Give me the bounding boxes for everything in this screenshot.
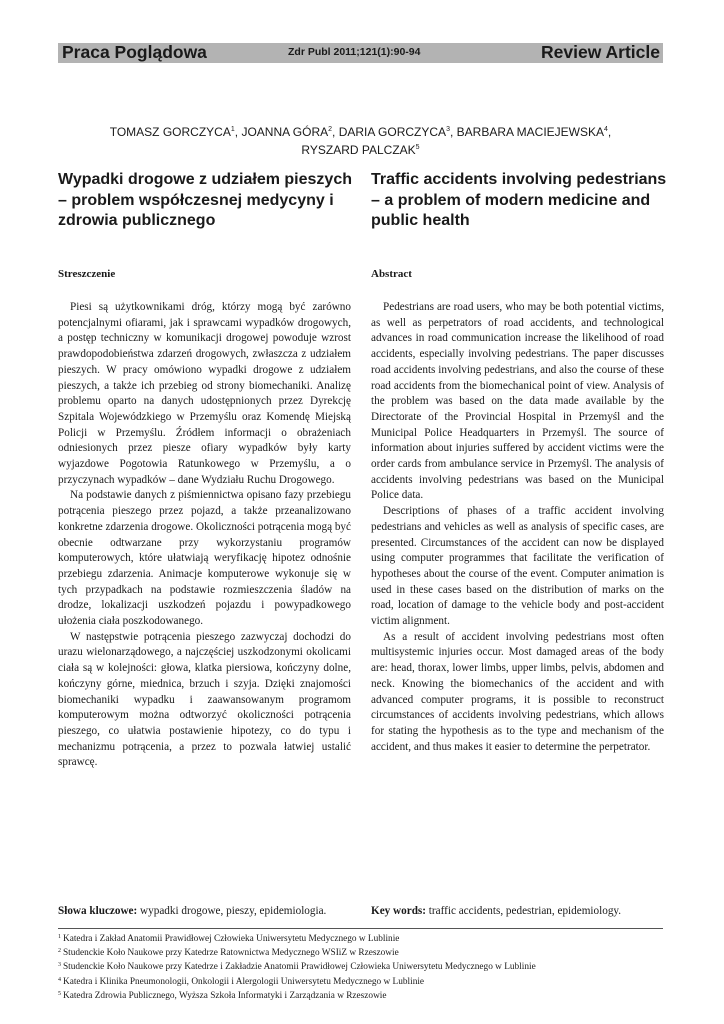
footnote: $^3$ Studenckie Koło Naukowe przy Katedrze i Zakładzie Anatomii Prawidłowej Człowieka Uniwersytetu Medycznego w Lublinie xyxy=(58,962,536,973)
paragraph: Na podstawie danych z piśmiennictwa opisano fazy przebiegu potrącenia pieszego przez pojazd, a także przeanalizowano konkretne zdarzenia drogowe. Okoliczności potrącenia mogą być obecnie odtwarzane przy wykorzystaniu programów komputerowych, które ułatwiają weryfikację hipotez odnośnie przebiegu zdarzenia. Animacje komputerowe wykonuje się w tych przypadkach na podstawie rozmieszczenia śladów na drodze, lokalizacji uszkodzeń pojazdu i powypadkowego ułożenia ciała poszkodowanego. xyxy=(58,489,351,628)
abstract-heading: Abstract xyxy=(371,268,412,280)
paragraph: W następstwie potrącenia pieszego zazwyczaj dochodzi do urazu wielonarządowego, a najczęściej uszkodzonymi okolicami ciała są w kolejności: głowa, klatka piersiowa, kończyny dolne, kończyny górne, miednica, brzuch i szyja. Dzięki znajomości biomechaniki wypadku i zaawansowanym programom komputerowym można odtworzyć okoliczności potrącenia pieszego, co ułatwia postawienie hipotezy, co do typu i mechanizmu potrącenia, a przez to pozwala łatwiej ustalić sprawcę. xyxy=(58,630,351,769)
author: RYSZARD PALCZAK$^5$ xyxy=(301,143,420,157)
article-type-en: Review Article xyxy=(541,42,660,62)
footnote: $^2$ Studenckie Koło Naukowe przy Katedrze Ratownictwa Medycznego WSIiZ w Rzeszowie xyxy=(58,948,399,959)
keywords-label: Słowa kluczowe: xyxy=(58,905,138,917)
author: DARIA GORCZYCA$^3$, xyxy=(338,125,457,139)
keywords-label: Key words: xyxy=(371,905,426,917)
title-english: Traffic accidents involving pedestrians – a problem of modern medicine and public health xyxy=(371,171,667,229)
footnotes xyxy=(58,931,663,1002)
author-list xyxy=(58,122,663,158)
streszczenie-heading: Streszczenie xyxy=(58,268,116,280)
author: BARBARA MACIEJEWSKA$^4$, xyxy=(456,125,612,139)
article-type-pl: Praca Poglądowa xyxy=(62,42,207,62)
author: TOMASZ GORCZYCA$^1$, xyxy=(109,125,242,139)
journal-citation: Zdr Publ 2011;121(1):90-94 xyxy=(288,46,421,58)
streszczenie-body xyxy=(58,300,351,771)
author: JOANNA GÓRA$^2$, xyxy=(241,125,339,139)
paragraph: Pedestrians are road users, who may be both potential victims, as well as perpetrators of road accidents, and technological advances in road communication increase the likelihood of road accidents, especially involving pedestrians. The paper discusses road accidents involving pedestrians, and also the course of these road accidents from the biomechanical point of view. Analysis of the problem was based on the data made available by the Directorate of the Provincial Hospital in Przemyśl and the Municipal Police Headquarters in Przemyśl. The source of information about injuries suffered by accident victims were the order cards from ambulance service in Przemyśl. The analysis of accidents involving pedestrians was based on the Municipal Police data. xyxy=(371,301,664,502)
footnote: $^1$ Katedra i Zakład Anatomii Prawidłowej Człowieka Uniwersytetu Medycznego w Lublinie xyxy=(58,934,400,944)
footnote: $^4$ Katedra i Klinika Pneumonologii, Onkologii i Alergologii Uniwersytetu Medycznego w Lublinie xyxy=(58,976,425,987)
paragraph: As a result of accident involving pedestrians most often multisystemic injuries occur. Most damaged areas of the body are: head, thorax, lower limbs, upper limbs, pelvis, abdomen and neck. Knowing the biomechanics of the accident and with advanced computer programs, it is possible to reconstruct circumstances of accidents involving pedestrians, which allows for stating the hypothesis as to the type and mechanism of the accident, and thus makes it easier to determine the perpetrator. xyxy=(371,630,664,753)
title-polish: Wypadki drogowe z udziałem pieszych – problem współczesnej medycyny i zdrowia publicznego xyxy=(58,171,352,229)
keywords-polish xyxy=(58,905,326,917)
keywords-text: traffic accidents, pedestrian, epidemiology. xyxy=(426,905,622,917)
journal-header-bar xyxy=(58,43,663,63)
paragraph: Descriptions of phases of a traffic accident involving pedestrians and vehicles as well as analysis of specific cases, are presented. Circumstances of the accident can now be displayed using computer programmes that facilitate the verification of hypotheses about the course of the event. Computer animation is used in these cases based on the distribution of marks on the road, location of damage to the vehicle body and post-accident victim alignment. xyxy=(371,505,664,628)
keywords-text: wypadki drogowe, pieszy, epidemiologia. xyxy=(137,905,327,917)
paragraph: Piesi są użytkownikami dróg, którzy mogą być zarówno potencjalnymi ofiarami, jak i sprawcami wypadków drogowych, a postęp techniczny w komunikacji drogowej powoduje wzrost prawdopodobieństwa zdarzeń drogowych, zwłaszcza z udziałem pieszych. W pracy omówiono wypadki drogowe z udziałem pieszych, a także ich przebieg od strony biomechaniki. Analizę problemu oparto na danych udostępnionych przez Dyrekcję Szpitala Wojewódzkiego w Przemyślu oraz Komendę Miejską Policji w Przemyślu. Źródłem informacji o obrażeniach odniesionych przez piesze ofiary wypadków były karty wyjazdowe Pogotowia Ratunkowego w Przemyślu, a o przyczynach wypadków – dane Wydziału Ruchu Drogowego. xyxy=(58,301,351,486)
footnote: $^5$ Katedra Zdrowia Publicznego, Wyższa Szkoła Informatyki i Zarządzania w Rzeszowie xyxy=(58,990,387,1001)
abstract-body xyxy=(371,300,664,755)
keywords-english xyxy=(371,905,621,917)
footnote-divider xyxy=(58,928,663,929)
